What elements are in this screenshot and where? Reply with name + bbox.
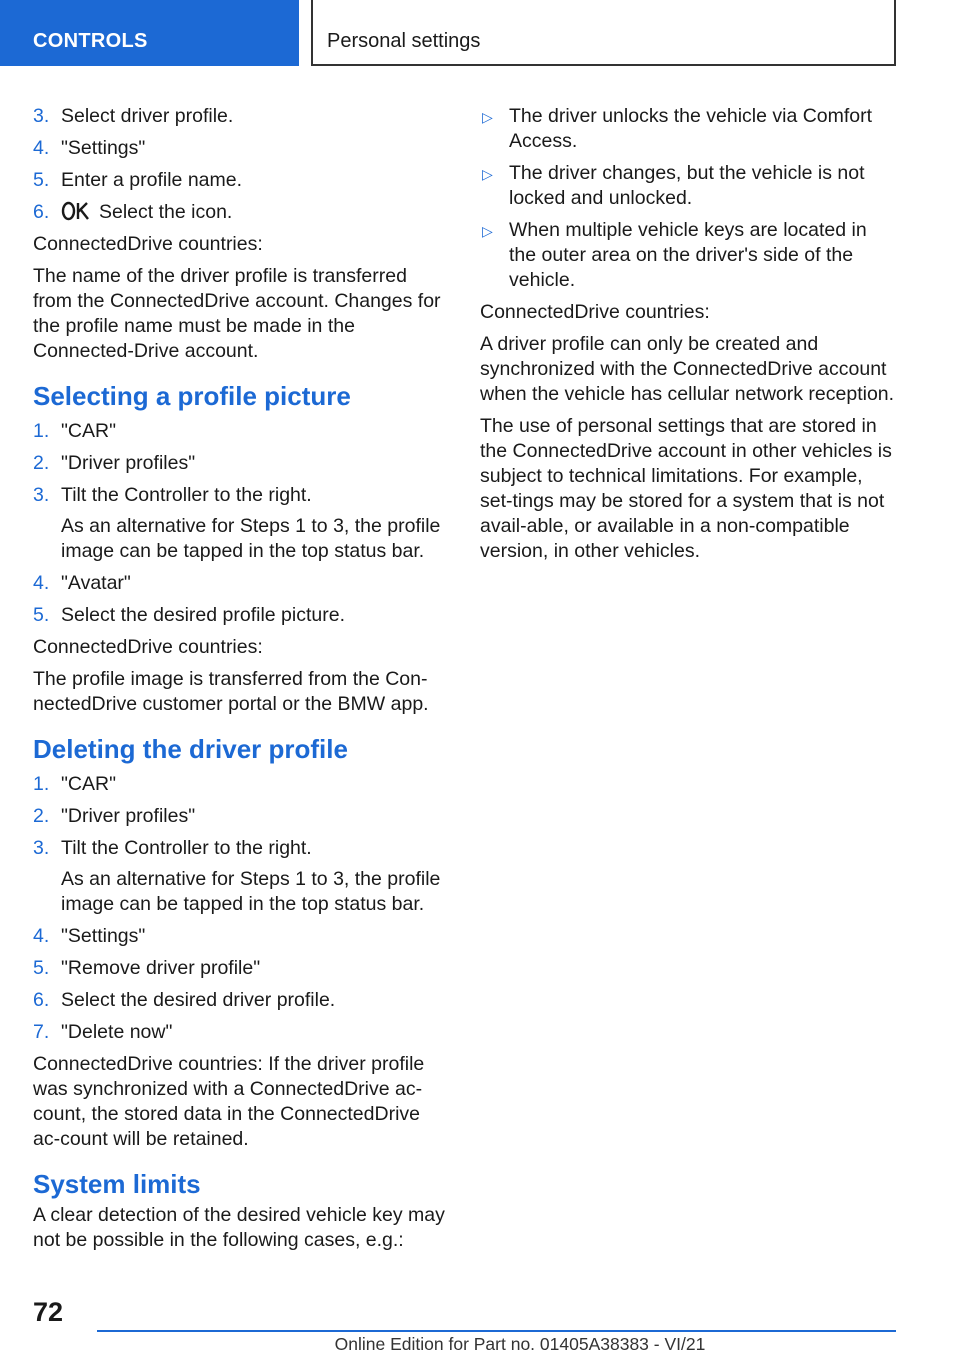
step-item xyxy=(33,836,447,861)
step-item xyxy=(33,772,447,797)
step-item xyxy=(33,136,447,161)
step-note: As an alternative for Steps 1 to 3, the profile image can be tapped in the top status bar. xyxy=(61,868,441,915)
paragraph: ConnectedDrive countries: xyxy=(33,636,263,658)
list-item xyxy=(480,104,898,154)
step-text: Select driver profile. xyxy=(61,105,234,127)
step-text-label: Select the icon. xyxy=(99,201,233,223)
paragraph: The profile image is transferred from the Con‐nectedDrive customer portal or the BMW app. xyxy=(33,668,429,715)
paragraph: ConnectedDrive countries: xyxy=(480,301,710,323)
step-text: "Driver profiles" xyxy=(61,805,196,827)
step-number: 2. xyxy=(33,452,50,474)
step-number: 2. xyxy=(33,805,50,827)
paragraph: A clear detection of the desired vehicle key may not be possible in the following cases, e.g.: xyxy=(33,1204,445,1251)
list-item-text: When multiple vehicle keys are located in the outer area on the driver's side of the vehicle. xyxy=(509,219,867,291)
step-text: Enter a profile name. xyxy=(61,169,243,191)
step-item xyxy=(33,200,447,225)
step-number: 1. xyxy=(33,420,50,442)
step-item xyxy=(33,419,447,444)
step-number: 6. xyxy=(33,201,50,223)
page-title: Personal settings xyxy=(327,30,481,52)
triangle-bullet-icon: ▷ xyxy=(482,109,493,125)
step-number: 1. xyxy=(33,773,50,795)
step-item xyxy=(33,104,447,129)
paragraph: The name of the driver profile is transferred from the ConnectedDrive account. Changes for the profile name must be made in the Connected‐Drive account. xyxy=(33,265,441,362)
list-item xyxy=(480,218,898,293)
step-number: 5. xyxy=(33,957,50,979)
step-number: 4. xyxy=(33,925,50,947)
step-text: "Settings" xyxy=(61,925,146,947)
step-text: "Driver profiles" xyxy=(61,452,196,474)
step-text: Tilt the Controller to the right. xyxy=(61,837,312,859)
ok-icon xyxy=(61,201,90,221)
right-column xyxy=(480,104,898,571)
step-number: 3. xyxy=(33,105,50,127)
step-text: Select the desired driver profile. xyxy=(61,989,336,1011)
list-item-text: The driver changes, but the vehicle is not locked and unlocked. xyxy=(509,162,865,209)
step-text: Select the desired profile picture. xyxy=(61,604,345,626)
step-item xyxy=(33,988,447,1013)
step-number: 3. xyxy=(33,484,50,506)
step-number: 7. xyxy=(33,1021,50,1043)
step-number: 3. xyxy=(33,837,50,859)
section-heading: Deleting the driver profile xyxy=(33,734,348,764)
step-text: "CAR" xyxy=(61,773,117,795)
section-heading: Selecting a profile picture xyxy=(33,381,351,411)
step-number: 5. xyxy=(33,604,50,626)
section-tab xyxy=(0,0,299,66)
step-text: "Settings" xyxy=(61,137,146,159)
step-item xyxy=(33,603,447,628)
step-item xyxy=(33,451,447,476)
paragraph: ConnectedDrive countries: xyxy=(33,233,263,255)
step-item xyxy=(33,804,447,829)
step-text: "Avatar" xyxy=(61,572,131,594)
triangle-bullet-icon: ▷ xyxy=(482,223,493,239)
step-item xyxy=(33,571,447,596)
section-title: CONTROLS xyxy=(33,30,148,52)
step-item xyxy=(33,483,447,508)
footer-divider xyxy=(97,1330,896,1332)
page-header xyxy=(311,0,896,66)
step-number: 4. xyxy=(33,137,50,159)
left-column xyxy=(33,104,447,1260)
step-item xyxy=(33,924,447,949)
step-text: "CAR" xyxy=(61,420,117,442)
list-item-text: The driver unlocks the vehicle via Comfort Access. xyxy=(509,105,873,152)
step-text: Tilt the Controller to the right. xyxy=(61,484,312,506)
page-number: 72 xyxy=(33,1297,64,1327)
list-item xyxy=(480,161,898,211)
step-number: 4. xyxy=(33,572,50,594)
step-text: "Remove driver profile" xyxy=(61,957,261,979)
step-text: "Delete now" xyxy=(61,1021,173,1043)
step-text xyxy=(61,200,447,225)
paragraph: The use of personal settings that are stored in the ConnectedDrive account in other vehicles is subject to technical limitations. For example, set‐tings may be stored for a system that is not avail‐able, or available in a non-compatible version, in other vehicles. xyxy=(480,415,892,562)
paragraph: A driver profile can only be created and synchronized with the ConnectedDrive account when the vehicle has cellular network reception. xyxy=(480,333,895,405)
step-item xyxy=(33,956,447,981)
step-number: 6. xyxy=(33,989,50,1011)
step-item xyxy=(33,168,447,193)
step-number: 5. xyxy=(33,169,50,191)
step-note: As an alternative for Steps 1 to 3, the profile image can be tapped in the top status bar. xyxy=(61,515,441,562)
triangle-bullet-icon: ▷ xyxy=(482,166,493,182)
paragraph: ConnectedDrive countries: If the driver profile was synchronized with a ConnectedDrive ac‐count, the stored data in the ConnectedDrive ac‐count will be retained. xyxy=(33,1053,425,1150)
step-item xyxy=(33,1020,447,1045)
footer-edition: Online Edition for Part no. 01405A38383 - VI/21 xyxy=(334,1334,706,1354)
section-heading: System limits xyxy=(33,1169,201,1199)
